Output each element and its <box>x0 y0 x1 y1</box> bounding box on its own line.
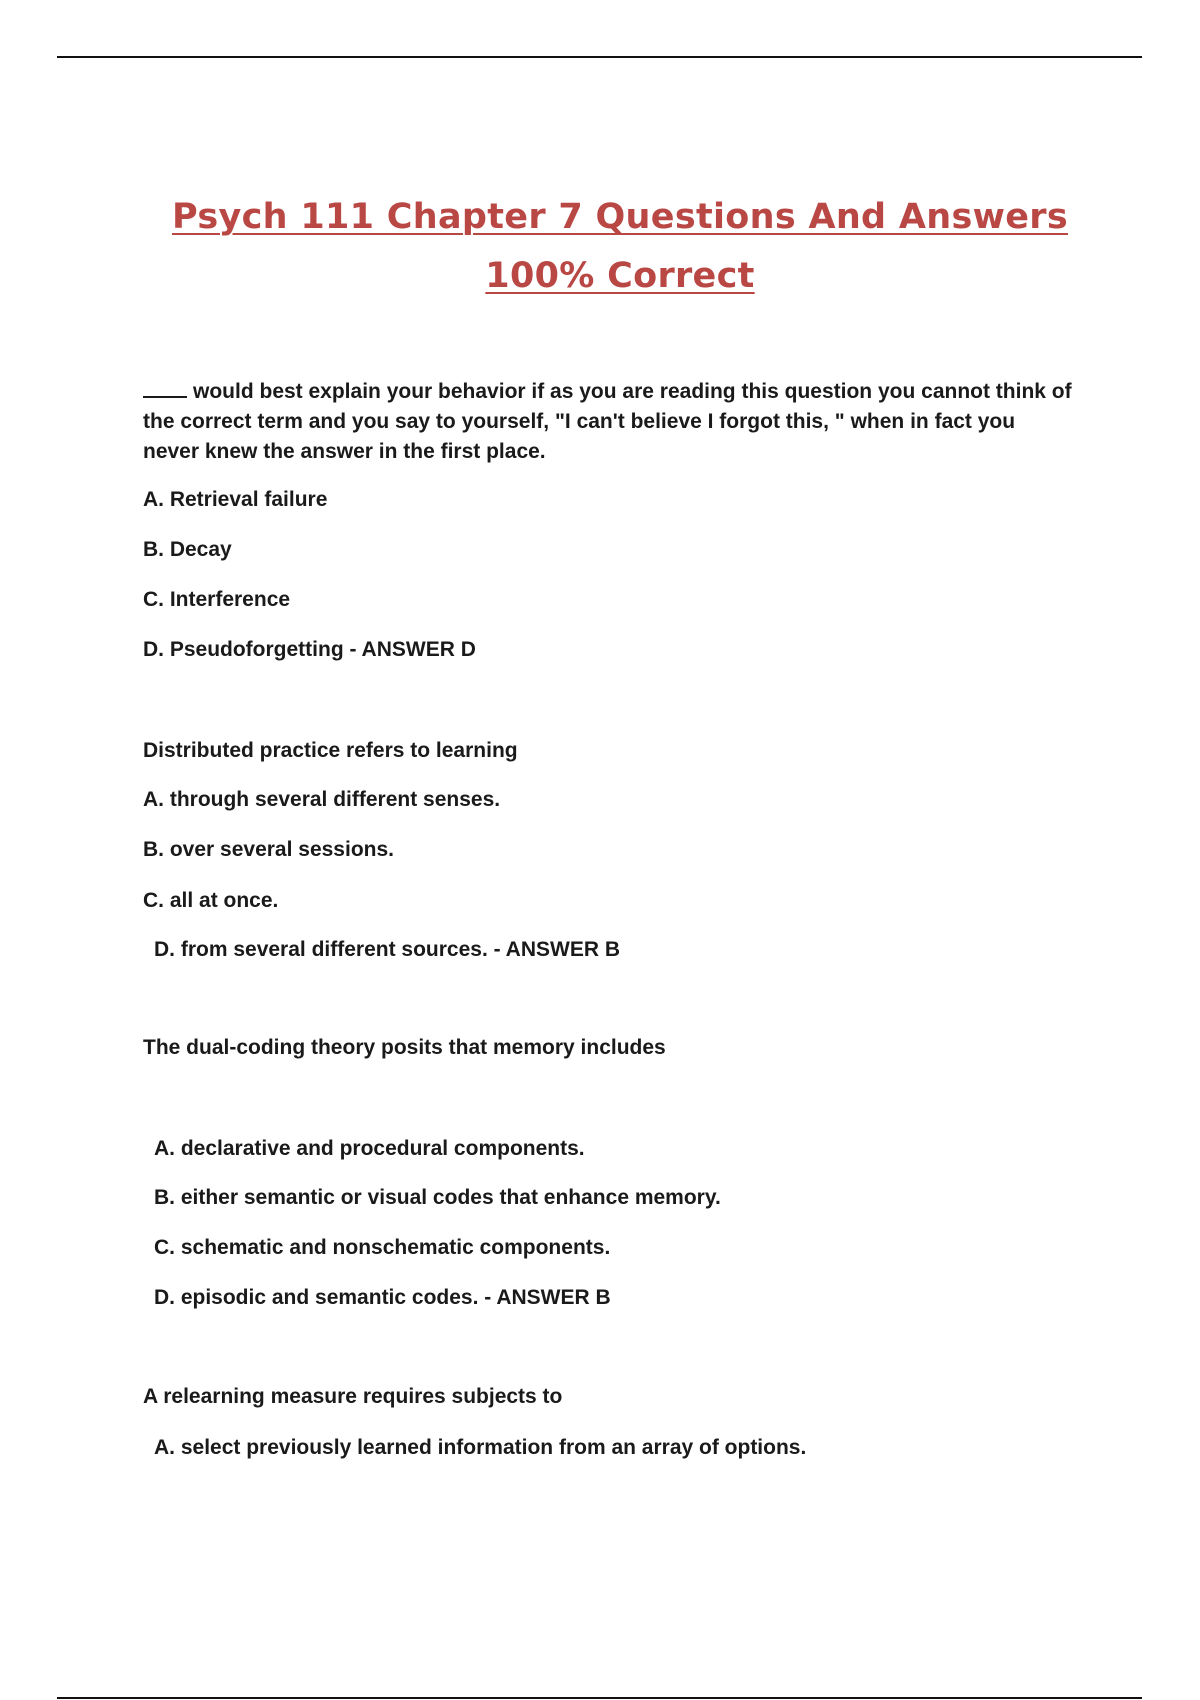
question-3-prompt: The dual-coding theory posits that memory includes <box>143 1036 666 1059</box>
question-2-prompt: Distributed practice refers to learning <box>143 739 518 762</box>
question-1-text: would best explain your behavior if as you are reading this question you cannot think of the correct term and you say to yourself, "I can't believe I forgot this, " when in fact you never knew the answer in the first place. <box>143 380 1072 463</box>
question-1-option-a: A. Retrieval failure <box>143 488 328 511</box>
question-1-option-b: B. Decay <box>143 538 232 561</box>
question-2-option-a: A. through several different senses. <box>143 788 501 811</box>
question-1-option-d: D. Pseudoforgetting - ANSWER D <box>143 638 476 661</box>
question-4-option-a: A. select previously learned information from an array of options. <box>154 1436 807 1459</box>
question-3-option-b: B. either semantic or visual codes that enhance memory. <box>154 1186 721 1209</box>
answer-blank <box>143 378 187 398</box>
title-text-1: Psych 111 Chapter 7 Questions And Answers <box>172 197 1068 237</box>
question-1-option-c: C. Interference <box>143 588 291 611</box>
question-4-prompt: A relearning measure requires subjects to <box>143 1385 563 1408</box>
question-3-option-a: A. declarative and procedural components. <box>154 1137 585 1160</box>
question-2-option-c: C. all at once. <box>143 889 279 912</box>
bottom-rule <box>57 1697 1142 1699</box>
question-3-option-c: C. schematic and nonschematic components. <box>154 1236 611 1259</box>
document-title-line-1 <box>0 197 1200 237</box>
title-text-2: 100% Correct <box>485 256 755 296</box>
question-2-option-b: B. over several sessions. <box>143 838 394 861</box>
question-3-option-d: D. episodic and semantic codes. - ANSWER B <box>154 1286 611 1309</box>
question-1-prompt <box>143 377 1073 467</box>
top-rule <box>57 56 1142 58</box>
question-2-option-d: D. from several different sources. - ANSWER B <box>154 938 620 961</box>
document-title-line-2 <box>0 256 1200 296</box>
